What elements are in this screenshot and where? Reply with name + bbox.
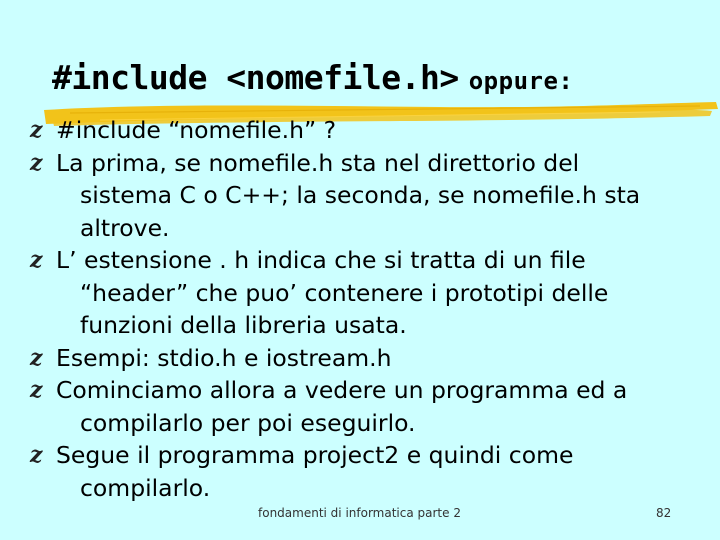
bullet-line: Cominciamo allora a vedere un programma ed a [56, 376, 628, 404]
bullet-line: L’ estensione . h indica che si tratta di un file [56, 246, 586, 274]
bullet-z-icon: z [30, 344, 43, 371]
bullet-line: “header” che puo’ contenere i prototipi delle [80, 278, 609, 307]
bullet-item [30, 147, 710, 245]
bullet-line: sistema C o C++; la seconda, se nomefile.h sta [80, 181, 641, 209]
title-main: #include <nomefile.h> [52, 58, 459, 97]
bullet-z-icon: z [30, 442, 43, 468]
bullet-z-icon: z [30, 247, 43, 273]
bullet-z-icon: z [30, 149, 43, 176]
bullet-line: compilarlo per poi eseguirlo. [80, 408, 416, 437]
bullet-line: Segue il programma project2 e quindi come [56, 441, 574, 469]
bullet-line: altrove. [80, 213, 170, 242]
bullet-line: Esempi: stdio.h e iostream.h [56, 343, 392, 372]
bullet-item [30, 439, 710, 504]
bullet-item [30, 342, 710, 375]
bullet-item [30, 114, 710, 147]
bullet-item [30, 374, 710, 439]
bullet-item [30, 244, 710, 342]
bullet-z-icon: z [30, 377, 43, 403]
bullet-line: funzioni della libreria usata. [80, 311, 407, 339]
bullet-line: La prima, se nomefile.h sta nel direttorio del [56, 148, 580, 177]
title-tail: oppure: [468, 67, 574, 95]
slide-title [52, 58, 573, 97]
page-number: 82 [656, 506, 672, 520]
bullet-line: compilarlo. [80, 473, 211, 502]
slide-footer: fondamenti di informatica parte 2 [258, 506, 461, 520]
bullet-line: #include “nomefile.h” ? [56, 116, 337, 144]
bullet-list [30, 114, 710, 504]
bullet-z-icon: z [30, 117, 43, 143]
